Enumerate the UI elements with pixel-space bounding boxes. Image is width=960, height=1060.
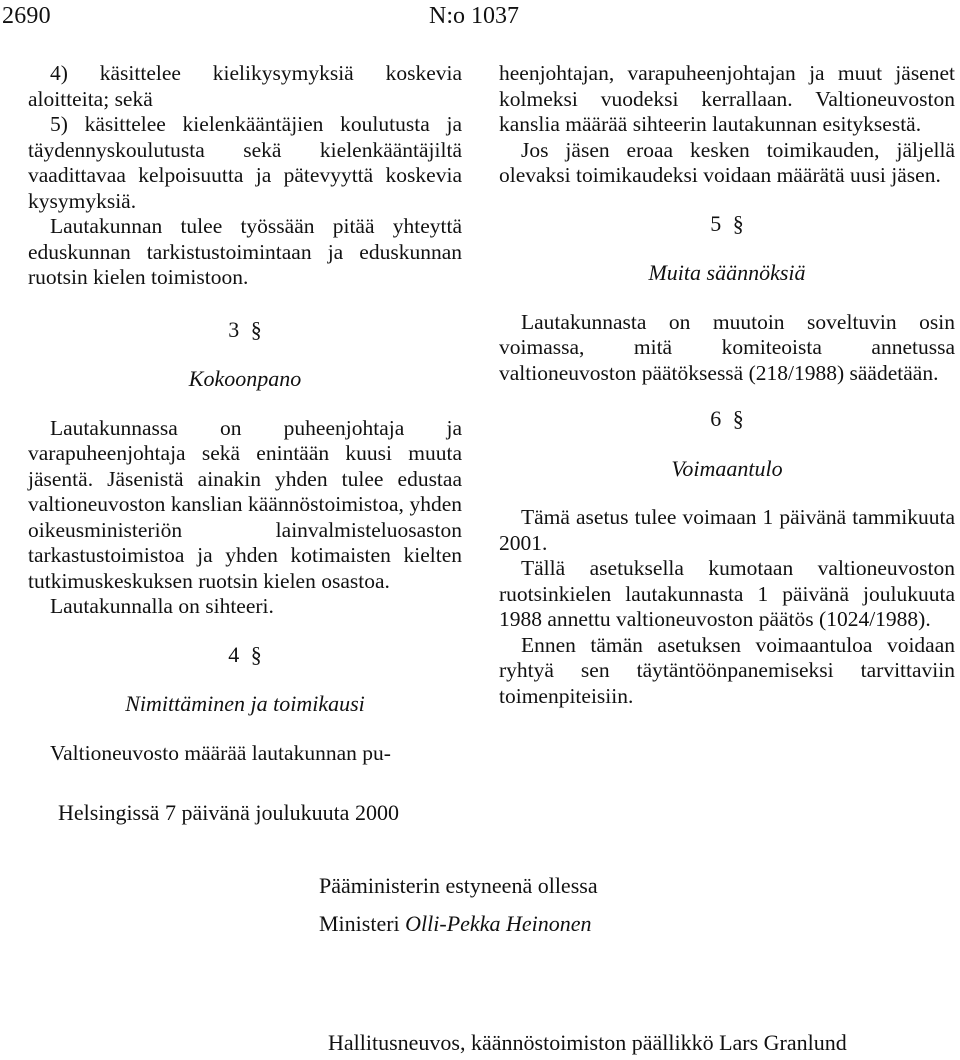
paragraph-secretary: Lautakunnalla on sihteeri.	[50, 594, 274, 618]
section-3-number: 3	[228, 316, 240, 342]
section-symbol: §	[732, 406, 744, 431]
place-and-date: Helsingissä 7 päivänä joulukuuta 2000	[58, 800, 399, 825]
issue-number: N:o 1037	[429, 3, 519, 29]
section-4-title: Nimittäminen ja toimikausi	[125, 691, 365, 716]
section-symbol: §	[732, 210, 744, 236]
section-symbol: §	[250, 316, 262, 342]
paragraph-preparatory-measures: Ennen tämän asetuksen voimaantuloa voidaan ryhtyä sen täytäntöönpanemiseksi tarvittaviin toimenpiteisiin.	[499, 632, 955, 708]
section-6-number: 6	[710, 406, 722, 431]
minister-signature	[319, 911, 591, 937]
paragraph-entry-into-force: Tämä asetus tulee voimaan 1 päivänä tammikuuta 2001.	[499, 505, 955, 555]
paragraph-appointment-continued: heenjohtajan, varapuheenjohtajan ja muut jäsenet kolmeksi vuodeksi kerrallaan. Valtioneuvoston kanslia määrää sihteerin lautakunnan esityksestä.	[499, 61, 955, 136]
paragraph-item-4: 4) käsittelee kielikysymyksiä koskevia aloitteita; sekä	[28, 61, 462, 111]
section-symbol: §	[250, 641, 262, 667]
page-number: 2690	[2, 3, 51, 29]
paragraph-composition: Lautakunnassa on puheenjohtaja ja varapuheenjohtaja sekä enintään kuusi muuta jäsentä. Jäsenistä ainakin yhden tulee edustaa valtioneuvoston kanslian käännöstoimistoa, yhden oikeusministeriön lainvalmisteluosaston tarkastustoimistoa ja yhden kotimaisten kielten tutkimuskeskuksen ruotsin kielen osastoa.	[28, 415, 462, 593]
minister-name: Olli-Pekka Heinonen	[405, 911, 592, 936]
section-6-heading	[499, 406, 955, 432]
section-5-number: 5	[710, 210, 722, 236]
section-4-number: 4	[228, 641, 240, 667]
paragraph-repeal: Tällä asetuksella kumotaan valtioneuvoston ruotsinkielen lautakunnasta 1 päivänä joulukuuta 1988 annettu valtioneuvoston päätös (1024/1988).	[499, 556, 955, 631]
section-5-heading	[499, 211, 955, 237]
section-3-heading	[28, 317, 462, 343]
paragraph-appointment: Valtioneuvosto määrää lautakunnan pu-	[50, 740, 391, 765]
countersigner: Hallitusneuvos, käännöstoimiston päällikkö Lars Granlund	[328, 1030, 847, 1055]
left-column	[28, 61, 462, 766]
right-column	[499, 61, 955, 709]
section-3-title: Kokoonpano	[188, 366, 302, 391]
minister-prefix: Ministeri	[319, 911, 400, 936]
paragraph-resignation: Jos jäsen eroaa kesken toimikauden, jäljellä olevaksi toimikaudeksi voidaan määrätä uusi jäsen.	[499, 137, 955, 187]
paragraph-other-provisions: Lautakunnasta on muutoin soveltuvin osin voimassa, mitä komiteoista annetussa valtioneuvoston päätöksessä (218/1988) säädetään.	[499, 309, 955, 385]
paragraph-cooperation: Lautakunnan tulee työssään pitää yhteyttä eduskunnan tarkistustoimintaan ja eduskunnan ruotsin kielen toimistoon.	[28, 214, 462, 289]
signer-role: Pääministerin estyneenä ollessa	[319, 873, 598, 898]
paragraph-item-5: 5) käsittelee kielenkääntäjien koulutusta ja täydennyskoulutusta sekä kielenkääntäjiltä vaadittavaa kelpoisuutta ja pätevyyttä koskevia kysymyksiä.	[28, 112, 462, 213]
section-5-title: Muita säännöksiä	[648, 260, 806, 285]
section-4-heading	[28, 642, 462, 668]
section-6-title: Voimaantulo	[671, 455, 783, 481]
